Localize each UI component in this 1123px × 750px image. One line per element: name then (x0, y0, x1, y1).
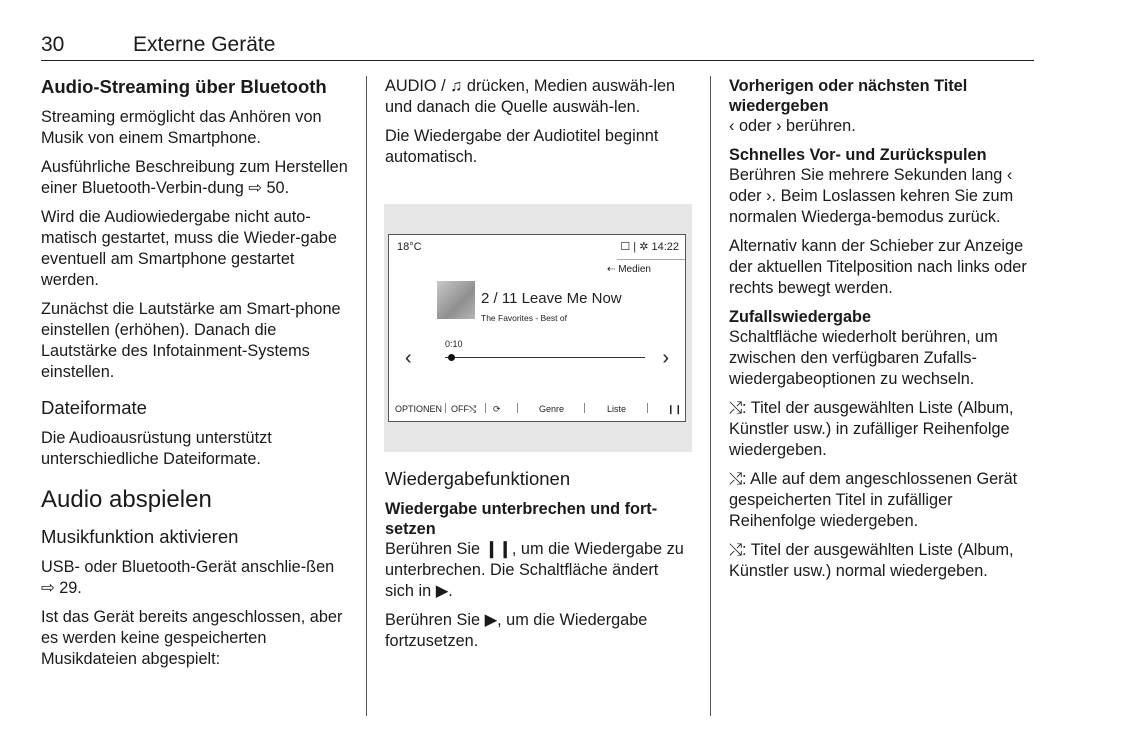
shuffle-on-icon: ⤭ (729, 399, 743, 417)
chevron-right-icon: › (766, 187, 772, 205)
progress-bar[interactable] (445, 357, 645, 358)
previous-track-icon[interactable]: ‹ (405, 347, 412, 369)
paragraph-pause: Berühren Sie ❙❙, um die Wiedergabe zu unterbrechen. Die Schaltfläche ändert sich in ▶. (385, 540, 684, 600)
music-note-icon: ♫ (450, 77, 463, 95)
shuffle-off-icon: ⤭ (729, 541, 743, 559)
paragraph-audio-select: AUDIO / ♫ drücken, Medien auswäh-len und danach die Quelle auswäh-len. (385, 77, 676, 116)
paragraph-connect: USB- oder Bluetooth-Gerät anschlie-ßen ⇨ 29. (41, 558, 335, 597)
paragraph-connected: Ist das Gerät bereits angeschlossen, aber es werden keine gespeicherten Musikdateien abgespielt: (41, 608, 343, 668)
progress-slider-knob[interactable] (448, 354, 455, 361)
play-icon: ▶ (435, 582, 449, 600)
paragraph-auto-start: Wird die Audiowiedergabe nicht auto-matisch gestartet, muss die Wieder-gabe eventuell am Smartphone gestartet werden. (41, 208, 337, 289)
settings-icon[interactable]: ✲ (639, 241, 649, 253)
chevron-left-icon: ‹ (729, 117, 735, 135)
section-title: Externe Geräte (133, 33, 276, 56)
pause-button[interactable] (667, 404, 682, 415)
heading-audio-streaming: Audio-Streaming über Bluetooth (41, 76, 327, 97)
paragraph-details: Ausführliche Beschreibung zum Herstellen einer Bluetooth-Verbin-dung ⇨ 50. (41, 158, 348, 197)
column-2-lower (385, 468, 685, 660)
source-separator (617, 259, 685, 260)
shuffle-icon: ⤭ (469, 404, 477, 414)
page-header (41, 30, 1034, 61)
infotainment-screen-figure (384, 204, 692, 452)
paragraph-volume: Zunächst die Lautstärke am Smart-phone einstellen (erhöhen). Danach die Lautstärke des Infotainment-Systems einstellen. (41, 300, 341, 381)
paragraph-streaming: Streaming ermöglicht das Anhören von Musik von einem Smartphone. (41, 108, 322, 147)
list-button[interactable]: Liste (607, 404, 627, 414)
heading-skip-track: Vorherigen oder nächsten Titel wiedergeben (729, 77, 968, 115)
column-1 (41, 76, 351, 678)
pause-icon: ❙❙ (667, 404, 683, 414)
repeat-icon: ⟳ (493, 404, 501, 414)
heading-play-audio: Audio abspielen (41, 486, 212, 513)
chevron-right-icon: › (776, 117, 782, 135)
heading-shuffle: Zufallswiedergabe (729, 308, 872, 326)
heading-playback-functions: Wiedergabefunktionen (385, 468, 571, 489)
paragraph-shuffle-off: ⤭: Titel der ausgewählten Liste (Album, Künstler usw.) normal wiedergeben. (729, 541, 1014, 580)
heading-activate-music: Musikfunktion aktivieren (41, 526, 239, 547)
repeat-off-button[interactable] (493, 404, 501, 415)
paragraph-seek: Berühren Sie mehrere Sekunden lang ‹ oder ›. Beim Loslassen kehren Sie zum normalen Wiederga-bemodus zurück. (729, 166, 1014, 226)
heading-pause-resume: Wiedergabe unterbrechen und fort-setzen (385, 500, 658, 538)
play-icon: ▶ (484, 611, 498, 629)
status-bar: ☐ | ✲ 14:22 (620, 241, 679, 253)
paragraph-slider: Alternativ kann der Schieber zur Anzeige der aktuellen Titelposition nach links oder rechts bewegt werden. (729, 237, 1027, 297)
shuffle-off-button[interactable]: OFF⤭ (451, 404, 477, 414)
heading-fast-seek: Schnelles Vor- und Zurückspulen (729, 146, 987, 164)
paragraph-shuffle-on: ⤭: Titel der ausgewählten Liste (Album, Künstler usw.) in zufälliger Reihenfolge wiedergeben. (729, 399, 1014, 459)
album-art (437, 281, 475, 319)
paragraph-autoplay: Die Wiedergabe der Audiotitel beginnt automatisch. (385, 127, 659, 166)
elapsed-time: 0:10 (445, 339, 463, 349)
genre-button[interactable]: Genre (539, 404, 565, 414)
shuffle-all-icon: ⤭ (729, 470, 743, 488)
usb-icon: ⇠ (607, 264, 616, 275)
button-divider (445, 403, 446, 413)
column-divider (366, 76, 367, 716)
paragraph-skip: ‹ oder › berühren. (729, 117, 856, 135)
button-divider (485, 403, 486, 413)
clock-display: 14:22 (651, 241, 679, 253)
track-title: 2 / 11 Leave Me Now (481, 290, 622, 307)
column-divider (710, 76, 711, 716)
button-divider (517, 403, 518, 413)
next-track-icon[interactable]: › (662, 347, 669, 369)
column-2 (385, 76, 685, 176)
source-label[interactable]: ⇠ Medien (607, 264, 651, 275)
heading-file-formats: Dateiformate (41, 397, 147, 418)
paragraph-formats: Die Audioausrüstung unterstützt unterschiedliche Dateiformate. (41, 429, 272, 468)
button-divider (647, 403, 648, 413)
reference-arrow-icon: ⇨ (41, 579, 55, 597)
paragraph-shuffle: Schaltfläche wiederholt berühren, um zwischen den verfügbaren Zufalls-wiedergabeoptionen zu wechseln. (729, 328, 998, 388)
reference-arrow-icon: ⇨ (248, 179, 262, 197)
infotainment-screen (388, 234, 686, 422)
chevron-left-icon: ‹ (1006, 166, 1013, 184)
button-divider (584, 403, 585, 413)
page-number: 30 (41, 33, 65, 56)
phone-icon: ☐ (620, 241, 631, 253)
column-3 (729, 76, 1037, 590)
paragraph-shuffle-all: ⤭: Alle auf dem angeschlossenen Gerät gespeicherten Titel in zufälliger Reihenfolge wiedergeben. (729, 470, 1018, 530)
album-title: The Favorites - Best of (481, 313, 567, 323)
temperature-display: 18°C (397, 241, 422, 253)
pause-icon: ❙❙ (484, 540, 512, 558)
paragraph-resume: Berühren Sie ▶, um die Wiedergabe fortzusetzen. (385, 611, 648, 650)
options-button[interactable]: OPTIONEN (395, 404, 443, 414)
